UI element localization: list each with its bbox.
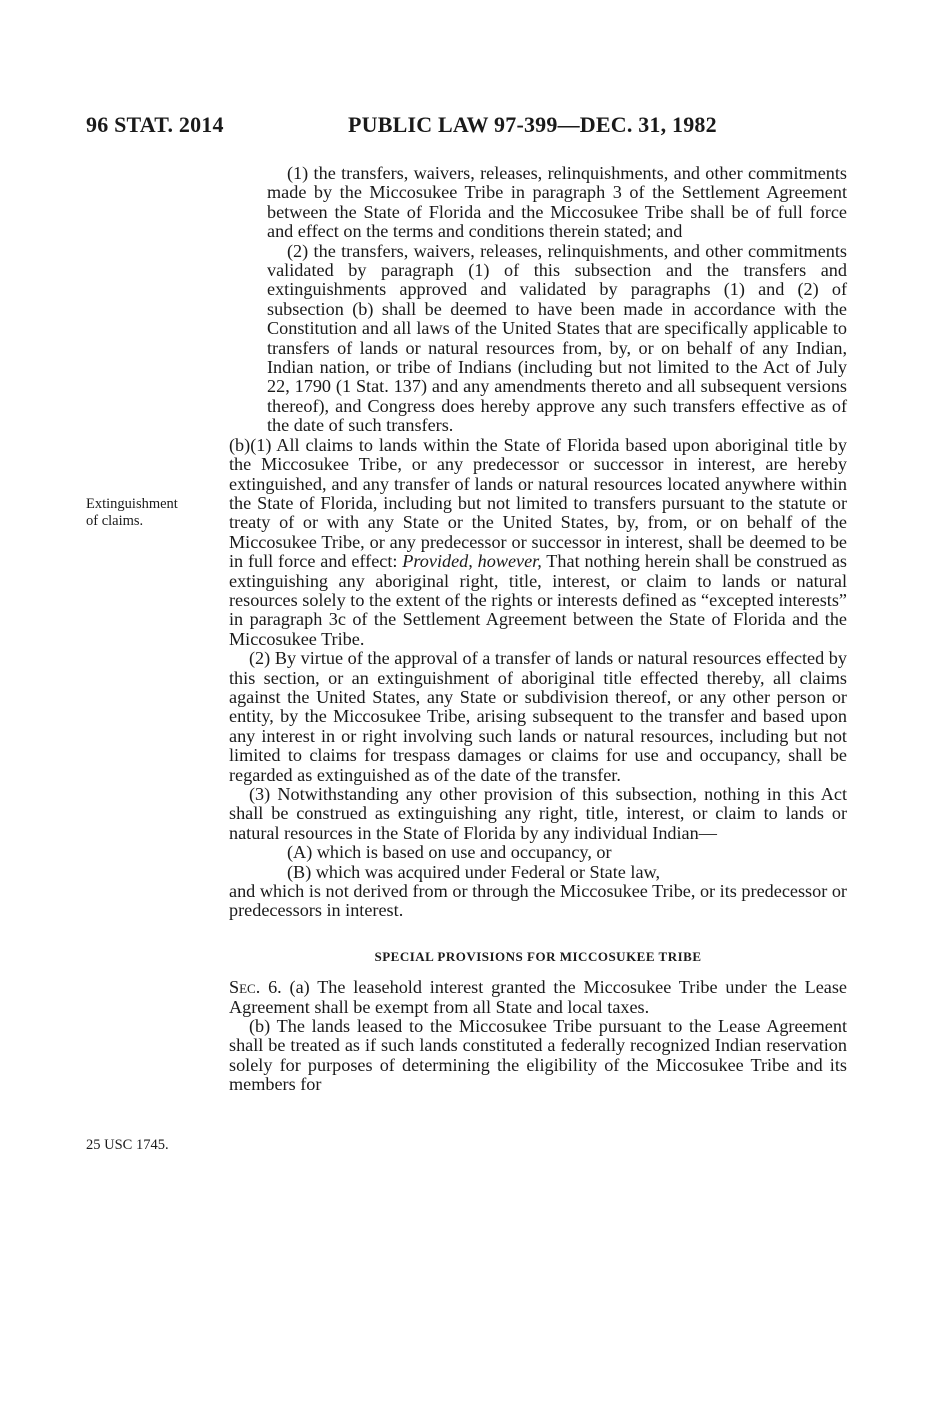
paragraph-b1-tail: That nothing herein shall be construed as extinguishing any aboriginal right, title, interest, or claim to lands or natural resources solely to the extent of the rights or interests defined as “excepted interests” in paragraph 3c of the Settlement Agreement between the State of Florida and the Miccosukee Tribe. [229, 551, 847, 649]
section6-a [229, 978, 847, 1017]
paragraph-b3-tail: and which is not derived from or through the Miccosukee Tribe, or its predecessor or predecessors in interest. [229, 881, 847, 921]
margin-note-line: Extinguishment [86, 496, 178, 512]
margin-note-extinguishment [86, 496, 178, 530]
paragraph-b3: (3) Notwithstanding any other provision of this subsection, nothing in this Act shall be construed as extinguishing any right, title, interest, or claim to lands or natural resources in the State of Florida by any individual Indian— [229, 784, 847, 843]
section-label: Sec. [229, 977, 261, 998]
paragraph-b1-text: (b)(1) All claims to lands within the State of Florida based upon aboriginal title by the Miccosukee Tribe, or any predecessor or successor in interest, are hereby extinguished, and any transfer of lands or natural resources located anywhere within the State of Florida, including but not limited to transfers pursuant to the statute or treaty of or with any State or the United States, by, from, or on behalf of the Miccosukee Tribe, or any predecessor or successor in interest, shall be deemed to be in full force and effect: [229, 434, 847, 572]
paragraph-a2: (2) the transfers, waivers, releases, relinquishments, and other commitments validated by paragraph (1) of this subsection and the transfers and extinguishments approved and validated by paragraphs (1) and (2) of subsection (b) shall be deemed to have been made in accordance with the Constitution and all laws of the United States that are specifically applicable to transfers of lands or natural resources from, by, or on behalf of any Indian, Indian nation, or tribe of Indians (including but not limited to the Act of July 22, 1790 (1 Stat. 137) and any amendments thereto and all subsequent versions thereof), and Congress does hereby approve any such transfers effective as of the date of such transfers. [267, 240, 847, 436]
margin-note-usc: 25 USC 1745. [86, 1137, 169, 1153]
body-text [229, 164, 847, 1095]
spacer [229, 921, 847, 947]
margin-note-line: of claims. [86, 513, 144, 529]
clause-b3B: (B) which was acquired under Federal or State law, [287, 861, 661, 882]
section-heading: SPECIAL PROVISIONS FOR MICCOSUKEE TRIBE [374, 948, 702, 964]
paragraph-b1 [229, 436, 847, 649]
paragraph-b2: (2) By virtue of the approval of a transfer of lands or natural resources effected by this section, or an extinguishment of aboriginal title effected thereby, all claims against the United States, any State or subdivision thereof, or any other person or entity, by the Miccosukee Tribe, arising subsequent to the transfer and based upon any interest in or right involving such lands or natural resources, including but not limited to claims for trespass damages or claims for use and occupancy, shall be regarded as extinguished as of the date of the transfer. [229, 648, 847, 785]
stat-reference: 96 STAT. 2014 [86, 112, 224, 137]
paragraph-a1: (1) the transfers, waivers, releases, relinquishments, and other commitments made by the Miccosukee Tribe in paragraph 3 of the Settlement Agreement between the State of Florida and the Miccosukee Tribe shall be of full force and effect on the terms and conditions therein stated; and [267, 163, 847, 242]
clause-b3A: (A) which is based on use and occupancy, or [287, 842, 612, 863]
law-title: PUBLIC LAW 97-399—DEC. 31, 1982 [348, 112, 717, 137]
section6-b: (b) The lands leased to the Miccosukee Tribe pursuant to the Lease Agreement shall be treated as if such lands constituted a federally recognized Indian reservation solely for purposes of determining the eligibility of the Miccosukee Tribe and its members for [229, 1016, 847, 1095]
section6-a-text: 6. (a) The leasehold interest granted the Miccosukee Tribe under the Lease Agreement shall be exempt from all State and local taxes. [229, 977, 847, 1017]
proviso-italic: Provided, however, [402, 551, 542, 572]
